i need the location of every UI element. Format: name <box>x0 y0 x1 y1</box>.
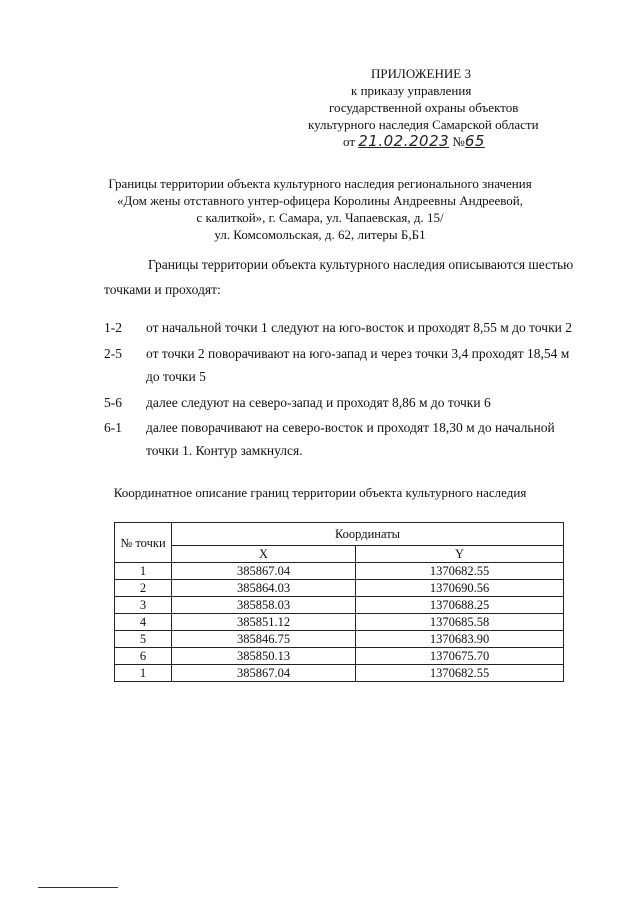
handwritten-number: 65 <box>464 132 485 150</box>
segment-label: 6-1 <box>104 420 122 435</box>
coordinates-header: Координаты <box>172 523 564 546</box>
segment-text: от начальной точки 1 следуют на юго-восток и проходят 8,55 м до точки 2 <box>146 320 572 335</box>
table-row <box>115 648 564 665</box>
y-cell: 1370675.70 <box>356 648 564 665</box>
x-cell: 385851.12 <box>172 614 356 631</box>
x-cell: 385846.75 <box>172 631 356 648</box>
title-line-4: ул. Комсомольская, д. 62, литеры Б,Б1 <box>214 227 426 242</box>
intro-line-2: точками и проходят: <box>104 282 221 297</box>
title-line-1: Границы территории объекта культурного наследия регионального значения <box>108 176 532 191</box>
table-row <box>115 614 564 631</box>
table-row <box>115 580 564 597</box>
appendix-title: ПРИЛОЖЕНИЕ 3 <box>371 66 471 81</box>
segment-text: от точки 2 поворачивают на юго-запад и через точки 3,4 проходят 18,54 м <box>146 346 570 361</box>
appendix-date-line <box>343 133 485 150</box>
point-cell: 4 <box>115 614 172 631</box>
table-caption: Координатное описание границ территории объекта культурного наследия <box>113 485 527 500</box>
appendix-line-3: культурного наследия Самарской области <box>308 117 539 132</box>
title-line-3: с калиткой», г. Самара, ул. Чапаевская, д. 15/ <box>196 210 444 225</box>
point-cell: 1 <box>115 665 172 682</box>
footnote-separator <box>38 887 118 888</box>
point-cell: 5 <box>115 631 172 648</box>
x-cell: 385858.03 <box>172 597 356 614</box>
y-cell: 1370690.56 <box>356 580 564 597</box>
point-cell: 2 <box>115 580 172 597</box>
y-cell: 1370685.58 <box>356 614 564 631</box>
segment-label: 5-6 <box>104 395 122 410</box>
y-cell: 1370682.55 <box>356 563 564 580</box>
table-row <box>115 597 564 614</box>
x-cell: 385867.04 <box>172 563 356 580</box>
date-prefix: от <box>343 134 356 149</box>
coordinates-table <box>114 522 564 682</box>
table-row <box>115 665 564 682</box>
appendix-line-2: государственной охраны объектов <box>329 100 519 115</box>
y-header: Y <box>356 546 564 563</box>
y-cell: 1370683.90 <box>356 631 564 648</box>
table-row <box>115 563 564 580</box>
title-line-2: «Дом жены отставного унтер-офицера Королины Андреевны Андреевой, <box>117 193 523 208</box>
x-cell: 385867.04 <box>172 665 356 682</box>
number-prefix: № <box>452 134 465 149</box>
segment-text: далее поворачивают на северо-восток и проходят 18,30 м до начальной <box>146 420 555 435</box>
segment-text-cont: до точки 5 <box>146 369 206 384</box>
handwritten-date: 21.02.2023 <box>358 132 450 150</box>
segment-text-cont: точки 1. Контур замкнулся. <box>146 443 303 458</box>
appendix-line-1: к приказу управления <box>351 83 472 98</box>
y-cell: 1370682.55 <box>356 665 564 682</box>
segment-label: 1-2 <box>104 320 122 335</box>
point-number-header: № точки <box>115 523 172 563</box>
x-cell: 385850.13 <box>172 648 356 665</box>
x-cell: 385864.03 <box>172 580 356 597</box>
point-cell: 1 <box>115 563 172 580</box>
intro-line-1: Границы территории объекта культурного наследия описываются шестью <box>148 257 574 272</box>
point-cell: 3 <box>115 597 172 614</box>
segment-label: 2-5 <box>104 346 122 361</box>
segment-text: далее следуют на северо-запад и проходят 8,86 м до точки 6 <box>146 395 491 410</box>
x-header: X <box>172 546 356 563</box>
point-cell: 6 <box>115 648 172 665</box>
table-row <box>115 631 564 648</box>
y-cell: 1370688.25 <box>356 597 564 614</box>
